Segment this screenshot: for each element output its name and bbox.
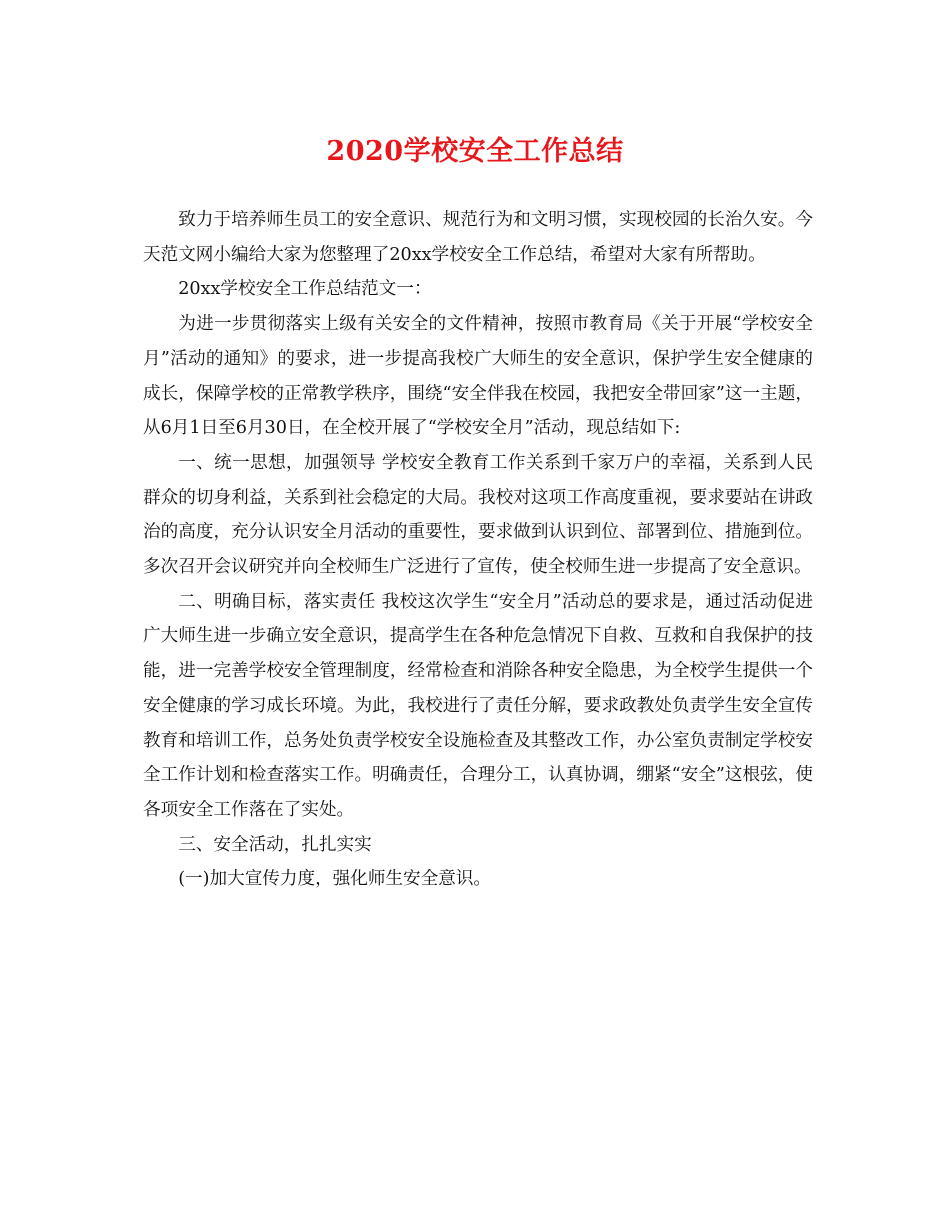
document-body [143,203,813,897]
paragraph-subsection-1: (一)加大宣传力度，强化师生安全意识。 [178,869,492,890]
paragraph-section-2: 二、明确目标，落实责任 我校这次学生“安全月”活动总的要求是，通过活动促进广大师生进一步确立安全意识，提高学生在各种危急情况下自救、互救和自我保护的技能，进一完善学校安全管理制度，经常检查和消除各种安全隐患，为全校学生提供一个安全健康的学习成长环境。为此，我校进行了责任分解，要求政教处负责学生安全宣传教育和培训工作，总务处负责学校安全设施检查及其整改工作，办公室负责制定学校安全工作计划和检查落实工作。明确责任，合理分工，认真协调，绷紧“安全”这根弦，使各项安全工作落在了实处。 [143,591,813,820]
paragraph-section-3-heading: 三、安全活动，扎扎实实 [178,834,372,855]
paragraph-subheading: 20xx学校安全工作总结范文一： [178,279,432,300]
paragraph-intro: 致力于培养师生员工的安全意识、规范行为和文明习惯，实现校园的长治久安。今天范文网小编给大家为您整理了20xx学校安全工作总结，希望对大家有所帮助。 [143,210,813,265]
document-title: 2020学校安全工作总结 [326,136,624,167]
paragraph-section-1: 一、统一思想，加强领导 学校安全教育工作关系到千家万户的幸福，关系到人民群众的切身利益，关系到社会稳定的大局。我校对这项工作高度重视，要求要站在讲政治的高度，充分认识安全月活动的重要性，要求做到认识到位、部署到位、措施到位。多次召开会议研究并向全校师生广泛进行了宣传，使全校师生进一步提高了安全意识。 [143,452,813,578]
paragraph-background: 为进一步贯彻落实上级有关安全的文件精神，按照市教育局《关于开展“学校安全月”活动的通知》的要求，进一步提高我校广大师生的安全意识，保护学生安全健康的成长，保障学校的正常教学秩序，围绕“安全伴我在校园，我把安全带回家”这一主题，从6月1日至6月30日，在全校开展了“学校安全月”活动，现总结如下: [143,314,813,439]
